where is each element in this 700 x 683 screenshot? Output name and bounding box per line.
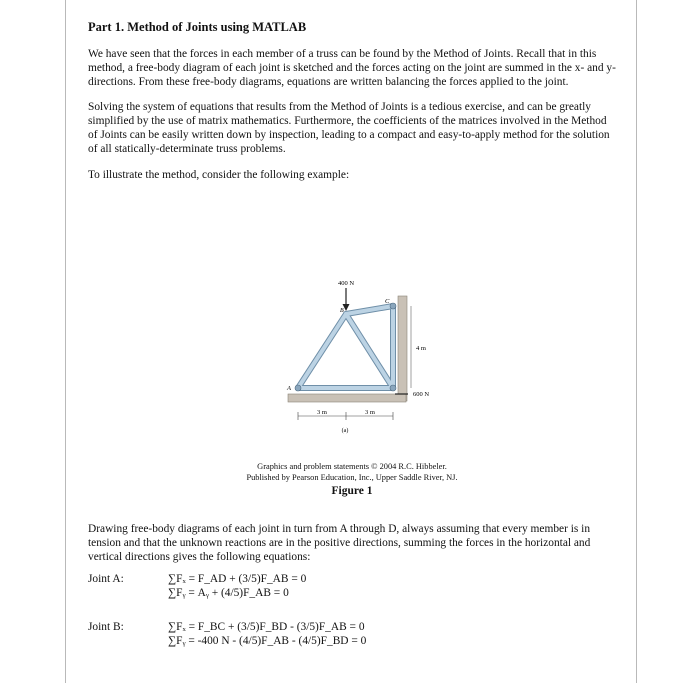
joint-a-label: Joint A: [88,573,124,585]
support-wall [398,296,407,401]
section-heading: Part 1. Method of Joints using MATLAB [88,20,307,34]
label-height: 4 m [416,345,426,352]
document-content [88,20,616,647]
document-page [65,0,637,683]
label-span-left: 3 m [317,409,327,416]
label-node-a: A [287,385,291,392]
joint-b-equations [168,621,366,648]
label-400n: 400 N [337,280,355,287]
truss-diagram [273,266,433,436]
paragraph-example: To illustrate the method, consider the following example: [88,168,350,181]
label-node-b: B [340,308,344,314]
label-part-a: (a) [341,428,349,434]
figure-title: Figure 1 [331,485,373,497]
caption-line-1: Graphics and problem statements © 2004 R.C. Hibbeler. [257,462,447,471]
label-600n: 600 N [413,391,430,398]
paragraph-matrix: Solving the system of equations that results from the Method of Joints is a tedious exercise, and can be greatly simplified by the use of matrix mathematics. Furthermore, the coefficients of the matrices involved in the Method of Joints can be easily written down by inspection, leading to a compact and easy-to-apply method for the solution of all statically-determinate truss problems. [88,101,610,155]
paragraph-fbd: Drawing free-body diagrams of each joint in turn from A through D, always assuming that every member is in tension and that the unknown reactions are in the positive directions, summing the forces in the horizontal and vertical directions gives the following equations: [88,523,591,563]
label-span-right: 3 m [365,409,375,416]
equation-a-x: ∑Fₓ = F_AD + (3/5)F_AB = 0 [168,573,307,585]
equation-b-x: ∑Fₓ = F_BC + (3/5)F_BD - (3/5)F_AB = 0 [168,621,365,633]
equation-b-y: ∑Fᵧ = -400 N - (4/5)F_AB - (4/5)F_BD = 0 [168,634,367,647]
ground [288,394,406,402]
label-node-c: C [385,298,390,305]
paragraph-intro: We have seen that the forces in each member of a truss can be found by the Method of Joints. Recall that in this method, a free-body diagram of each joint is sketched and the forces acting on the joint are summed in the x- and y-directions. From these free-body diagrams, equations are written balancing the forces applied to the joint. [88,48,616,88]
figure-caption [88,462,616,483]
caption-line-2: Published by Pearson Education, Inc., Upper Saddle River, NJ. [246,472,458,482]
joint-a-equations [168,573,306,600]
equation-a-y: ∑Fᵧ = Aᵧ + (4/5)F_AB = 0 [168,586,289,599]
joint-b-label: Joint B: [88,621,124,633]
